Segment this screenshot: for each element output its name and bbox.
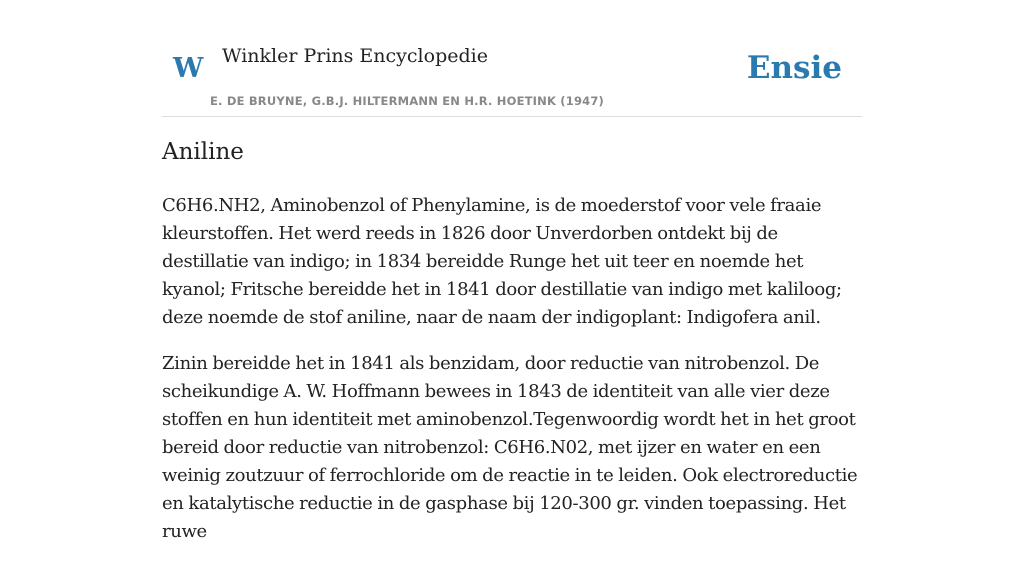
article-paragraph: C6H6.NH2, Aminobenzol of Phenylamine, is de moederstof voor vele fraaie kleurstoffen. Het werd reeds in 1826 door Unverdorben ontdekt bij de destillatie van indigo; in 1834 bereidde Runge het uit teer en noemde het kyanol; Fritsche bereidde het in 1841 door destillatie van indigo met kaliloog; deze noemde de stof aniline, naar de naam der indigoplant: Indigofera anil.: [162, 195, 842, 328]
publication-logo[interactable]: W: [173, 53, 204, 84]
site-header: [162, 0, 862, 117]
page-container: [162, 0, 862, 542]
article-title: Aniline: [162, 139, 244, 165]
article-body: [162, 192, 862, 564]
publication-authors: E. DE BRUYNE, G.B.J. HILTERMANN EN H.R. HOETINK (1947): [210, 94, 605, 108]
article-paragraph: Zinin bereidde het in 1841 als benzidam, door reductie van nitrobenzol. De scheikundige A. W. Hoffmann bewees in 1843 de identiteit van alle vier deze stoffen en hun identiteit met aminobenzol.Tegenwoordig wordt het in het groot bereid door reductie van nitrobenzol: C6H6.N02, met ijzer en water en een weinig zoutzuur of ferrochloride om de reactie in te leiden. Ook electroreductie en katalytische reductie in de gasphase bij 120-300 gr. vinden toepassing. Het ruwe: [162, 353, 858, 542]
publication-title[interactable]: Winkler Prins Encyclopedie: [222, 45, 488, 67]
brand-logo[interactable]: Ensie: [746, 50, 842, 86]
